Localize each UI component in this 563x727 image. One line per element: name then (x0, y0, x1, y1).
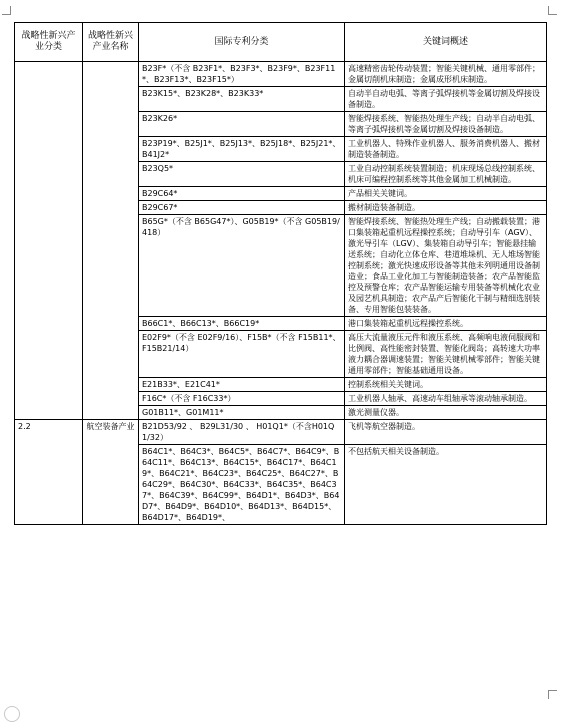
ipc-cell: B23Q5* (139, 162, 345, 187)
ipc-cell: B23P19*、B25J1*、B25J13*、B25J18*、B25J21*、B41J2* (139, 137, 345, 162)
page-corner-mark (548, 6, 557, 15)
ipc-cell: F16C*（不含 F16C33*） (139, 392, 345, 406)
keyword-cell: 工业机器人、特殊作业机器人、服务消费机器人、搬材制造装备制造。 (345, 137, 547, 162)
ipc-cell: B23F*（不含 B23F1*、B23F3*、B23F9*、B23F11*、B23F13*、B23F15*） (139, 62, 345, 87)
ipc-cell: B23K26* (139, 112, 345, 137)
ipc-cell: B29C67* (139, 201, 345, 215)
ipc-cell: B21D53/92 、 B29L31/30 、 H01Q1*（不含H01Q1/32） (139, 420, 345, 445)
patent-classification-table (14, 22, 547, 525)
header-industry-name: 战略性新兴产业名称 (83, 23, 139, 62)
keyword-cell: 控制系统相关关键词。 (345, 378, 547, 392)
ipc-cell: B23K15*、B23K28*、B23K33* (139, 87, 345, 112)
header-keywords: 关键词概述 (345, 23, 547, 62)
keyword-cell: 激光测量仪器。 (345, 406, 547, 420)
keyword-cell: 高压大流量液压元件和液压系统、高频响电液伺服阀和比例阀、高性能密封装置、智能化阀岛；高转速大功率液力耦合器调速装置；智能关键机械零部件；智能关键通用零部件；智能基础通用设备。 (345, 331, 547, 378)
ipc-cell: E21B33*、E21C41* (139, 378, 345, 392)
header-ipc: 国际专利分类 (139, 23, 345, 62)
table-header-row (15, 23, 547, 62)
keyword-cell: 工业机器人轴承、高速动车组轴承等滚动轴承制造。 (345, 392, 547, 406)
industry-name-cell: 航空装备产业 (83, 420, 139, 525)
ipc-cell: B65G*（不含 B65G47*）、G05B19*（不含 G05B19/418） (139, 215, 345, 317)
keyword-cell: 自动半自动电弧、等离子弧焊接机等金属切割及焊接设备制造。 (345, 87, 547, 112)
keyword-cell: 飞机等航空器制造。 (345, 420, 547, 445)
header-category: 战略性新兴产业分类 (15, 23, 83, 62)
ipc-cell: G01B11*、G01M11* (139, 406, 345, 420)
keyword-cell: 工业自动控制系统装置制造；机床现场总线控制系统、机床可编程控制系统等其他金属加工机械制造。 (345, 162, 547, 187)
category-index-cell: 2.2 (15, 420, 83, 525)
blank-category-cell (15, 62, 83, 420)
logo-icon (4, 706, 20, 722)
page-corner-mark (2, 6, 11, 15)
ipc-cell: B29C64* (139, 187, 345, 201)
keyword-cell: 不包括航天相关设备制造。 (345, 445, 547, 525)
keyword-cell: 搬材制造装备制造。 (345, 201, 547, 215)
watermark-logo (4, 704, 20, 724)
table-row (15, 420, 547, 445)
keyword-cell: 智能焊接系统、智能热处理生产线；自动搬载装置；港口集装箱起重机远程操控系统；自动导引车（AGV）、激光导引车（LGV）、集装箱自动导引车；智能悬挂输送系统；自动化立体仓库、巷道堆垛机、无人堆场智能控制系统；激光快速成形设备等其他未列明通用设备制造业；食品工业化加工与智能制造装备；农产品智能监控及预警仓库；农产品智能运输专用装备等机械化农业及园艺机具制造；农产品产后智能化干制与精细选别装备、专用智能包装装备。 (345, 215, 547, 317)
keyword-cell: 智能焊接系统、智能热处理生产线；自动半自动电弧、等离子弧焊接机等金属切割及焊接设备制造。 (345, 112, 547, 137)
keyword-cell: 高速精密齿轮传动装置；智能关键机械、通用零部件；金属切削机床制造；金属成形机床制造。 (345, 62, 547, 87)
blank-name-cell (83, 62, 139, 420)
ipc-cell: B64C1*、B64C3*、B64C5*、B64C7*、B64C9*、B64C11*、B64C13*、B64C15*、B64C17*、B64C19*、B64C21*、B64C23*、B64C25*、B64C27*、B64C29*、B64C30*、B64C33*、B64C35*、B64C37*、B64C39*、B64C99*、B64D1*、B64D3*、B64D7*、B64D9*、B64D10*、B64D13*、B64D15*、B64D17*、B64D19*、 (139, 445, 345, 525)
keyword-cell: 港口集装箱起重机远程操控系统。 (345, 317, 547, 331)
table-row (15, 62, 547, 87)
ipc-cell: E02F9*（不含 E02F9/16）、F15B*（不含 F15B11*、F15B21/14） (139, 331, 345, 378)
page-corner-mark (548, 690, 557, 699)
ipc-cell: B66C1*、B66C13*、B66C19* (139, 317, 345, 331)
keyword-cell: 产品相关关键词。 (345, 187, 547, 201)
